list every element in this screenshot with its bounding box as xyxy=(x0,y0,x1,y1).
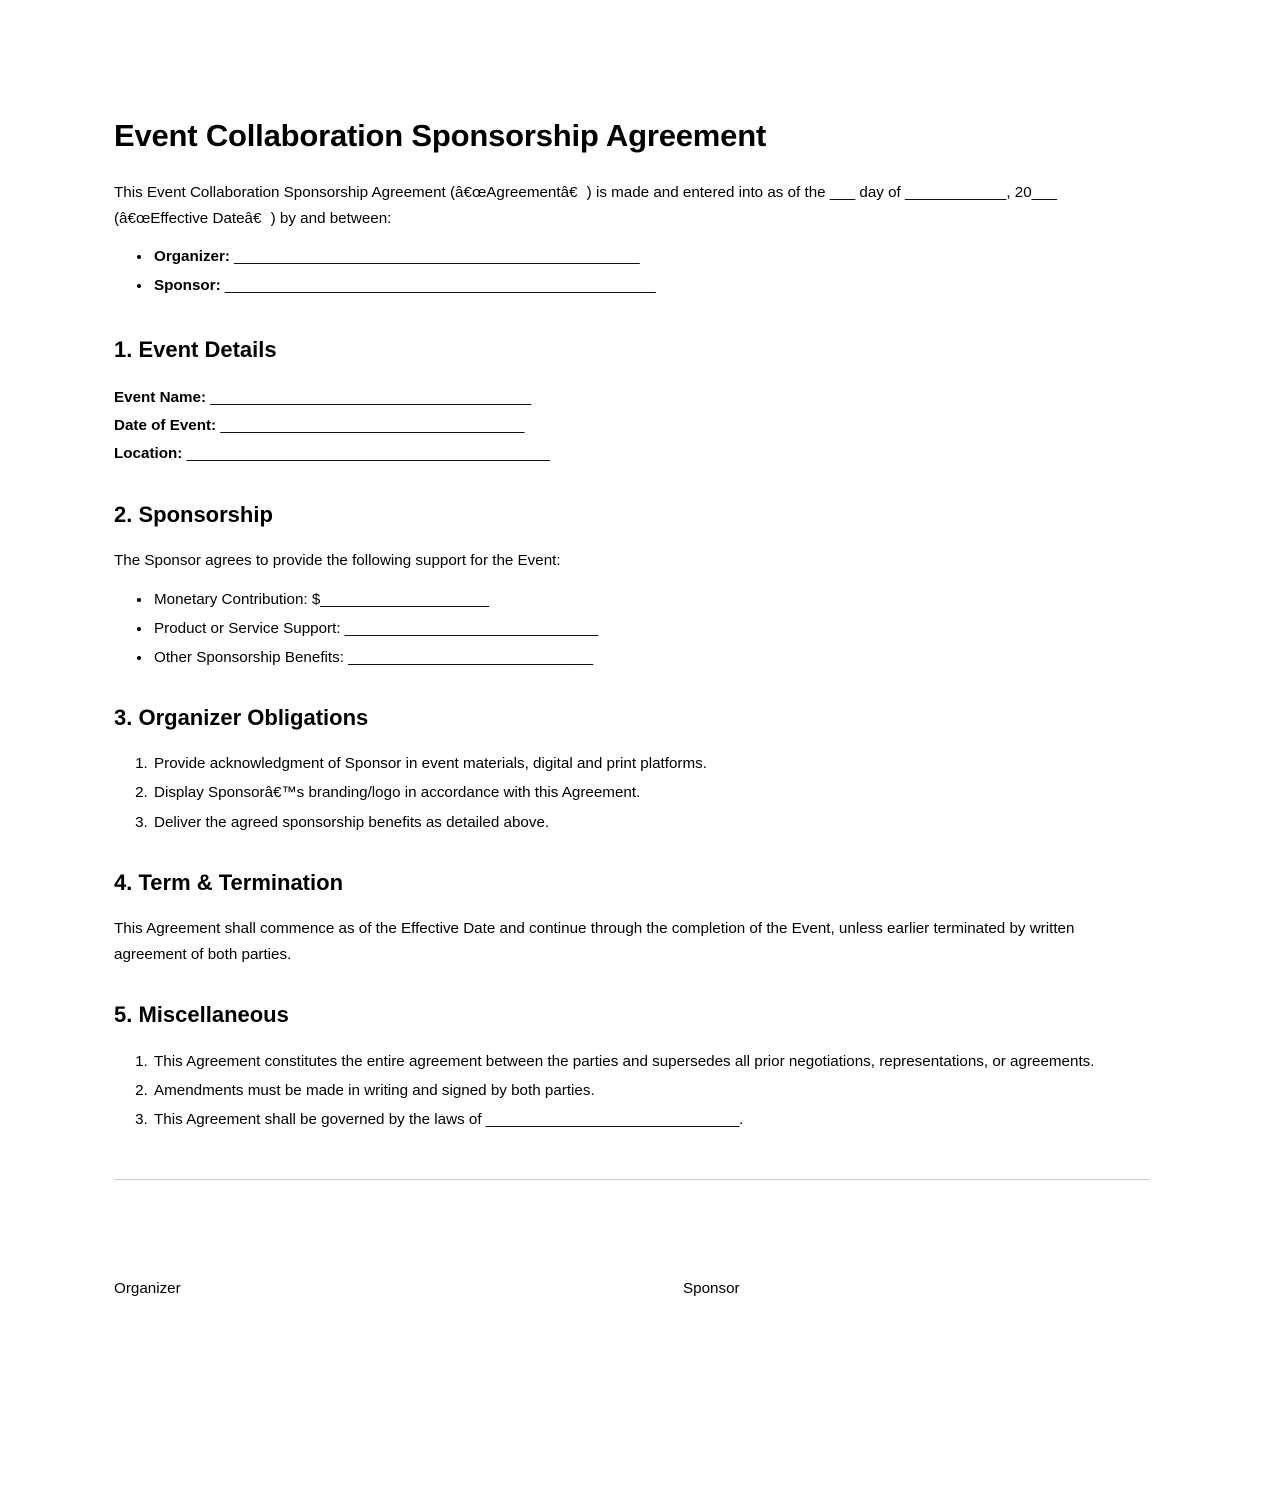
intro-paragraph: This Event Collaboration Sponsorship Agreement (â€œAgreementâ€) is made and entered into as of the ___ day of ____________, 20___ (â€œEffective Dateâ€) by and between: xyxy=(114,183,1057,227)
list-item: 3. Deliver the agreed sponsorship benefits as detailed above. xyxy=(152,810,1150,836)
list-item: • Monetary Contribution: $____________________ xyxy=(152,587,1150,613)
party-fill-sponsor: ___________________________________________________ xyxy=(220,277,656,295)
list-item: • Product or Service Support: ______________________________ xyxy=(152,616,1150,642)
list-item: 2. Amendments must be made in writing and signed by both parties. xyxy=(152,1078,1150,1104)
event-details-fields xyxy=(114,384,1150,468)
field-fill-event-name: ______________________________________ xyxy=(206,388,532,406)
parties-list xyxy=(114,244,1150,299)
section-heading-term-termination: 4. Term & Termination xyxy=(114,869,344,895)
field-fill-date-of-event: ____________________________________ xyxy=(216,416,525,434)
list-item xyxy=(152,244,1150,270)
field-label-location: Location: xyxy=(114,444,183,462)
section-heading-sponsorship: 2. Sponsorship xyxy=(114,501,273,527)
field-fill-location: ___________________________________________ xyxy=(182,444,550,462)
sponsorship-support-list xyxy=(114,587,1150,671)
list-item: 1. This Agreement constitutes the entire agreement between the parties and supersedes all prior negotiations, representations, or agreements. xyxy=(152,1049,1150,1075)
field-label-date-of-event: Date of Event: xyxy=(114,416,217,434)
party-fill-organizer: ________________________________________________ xyxy=(229,247,640,265)
list-item: • Other Sponsorship Benefits: _____________________________ xyxy=(152,645,1150,671)
list-item: 2. Display Sponsorâ€™s branding/logo in accordance with this Agreement. xyxy=(152,780,1150,806)
page-title: Event Collaboration Sponsorship Agreement xyxy=(114,118,767,153)
party-label-sponsor: Sponsor: xyxy=(154,277,221,295)
list-item: 3. This Agreement shall be governed by the laws of ______________________________. xyxy=(152,1107,1150,1133)
miscellaneous-list xyxy=(114,1049,1150,1133)
party-label-organizer: Organizer: xyxy=(154,247,230,265)
list-item: 1. Provide acknowledgment of Sponsor in event materials, digital and print platforms. xyxy=(152,751,1150,777)
sponsorship-intro: The Sponsor agrees to provide the following support for the Event: xyxy=(114,552,561,570)
signature-label-organizer: Organizer xyxy=(114,1280,181,1298)
list-item xyxy=(152,273,1150,299)
signature-label-sponsor: Sponsor xyxy=(683,1280,740,1298)
section-heading-organizer-obligations: 3. Organizer Obligations xyxy=(114,704,369,730)
section-heading-miscellaneous: 5. Miscellaneous xyxy=(114,1002,289,1028)
field-label-event-name: Event Name: xyxy=(114,388,207,406)
term-termination-body: This Agreement shall commence as of the Effective Date and continue through the completion of the Event, unless earlier terminated by written agreement of both parties. xyxy=(114,920,1075,964)
signature-block xyxy=(114,1276,1150,1306)
section-heading-event-details: 1. Event Details xyxy=(114,337,277,363)
footer-divider xyxy=(114,1179,1150,1180)
organizer-obligations-list xyxy=(114,751,1150,835)
